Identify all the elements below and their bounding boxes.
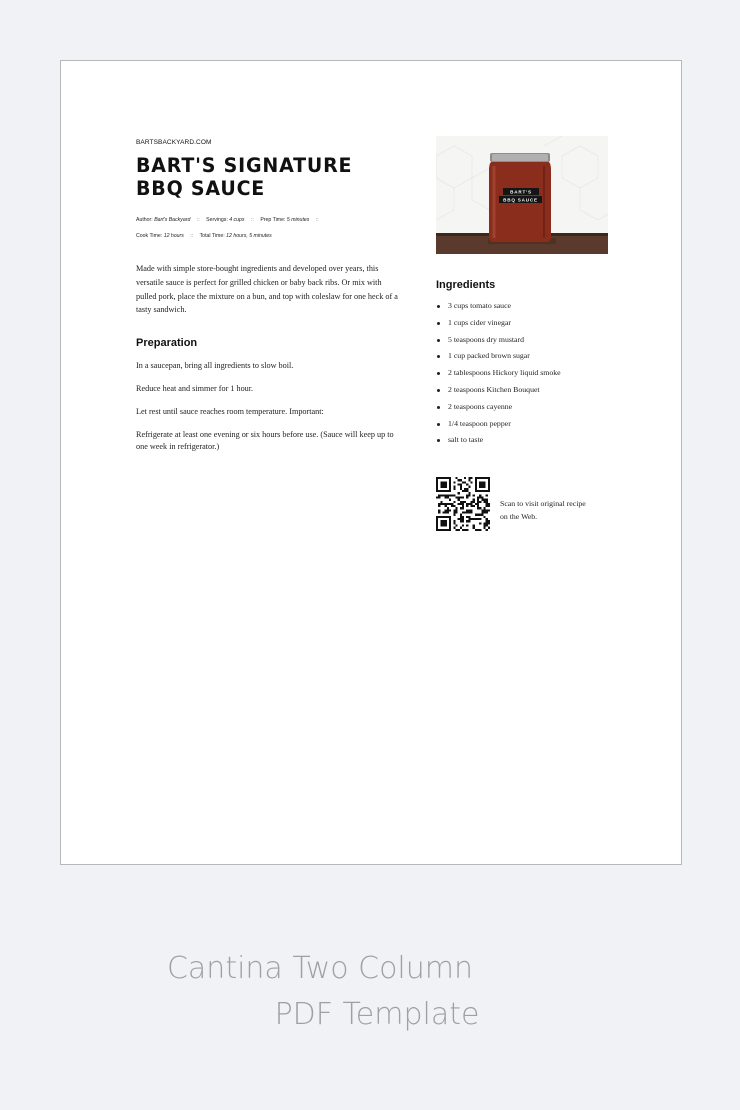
ingredient-item: 2 teaspoons Kitchen Bouquet — [436, 382, 608, 399]
right-column — [436, 136, 608, 449]
servings-value: 4 cups — [229, 217, 245, 223]
meta-line-1 — [136, 212, 398, 228]
pdf-page — [60, 60, 682, 865]
left-column — [136, 139, 398, 464]
preparation-step: Reduce heat and simmer for 1 hour. — [136, 384, 254, 394]
preparation-step: Let rest until sauce reaches room temperature. Important: — [136, 407, 324, 417]
meta-separator: :: — [196, 217, 200, 223]
ingredient-item: 2 tablespoons Hickory liquid smoke — [436, 365, 608, 382]
meta-separator: :: — [190, 233, 194, 239]
qr-code-icon — [436, 477, 490, 531]
ingredient-item: salt to taste — [436, 432, 608, 449]
recipe-photo — [436, 136, 608, 254]
prep-time-value: 5 minutes — [286, 217, 310, 223]
author-label: Author: — [136, 217, 153, 223]
prep-time-label: Prep Time: — [260, 217, 286, 223]
author-value: Bart's Backyard — [154, 217, 191, 223]
qr-section — [436, 477, 636, 533]
caption-line-2: PDF Template — [274, 997, 480, 1032]
ingredients-list — [436, 298, 608, 449]
recipe-title: BART'S SIGNATURE BBQ SAUCE — [136, 154, 353, 201]
preparation-heading: Preparation — [136, 337, 198, 350]
total-time-label: Total Time: — [199, 233, 225, 239]
ingredient-item: 2 teaspoons cayenne — [436, 399, 608, 416]
ingredient-item: 1 cup packed brown sugar — [436, 348, 608, 365]
preparation-step: In a saucepan, bring all ingredients to slow boil. — [136, 361, 294, 371]
ingredient-item: 1 cups cider vinegar — [436, 315, 608, 332]
photo-label-line-1: BART'S — [510, 189, 532, 195]
site-name: BARTSBACKYARD.COM — [136, 139, 212, 146]
total-time-value: 12 hours, 5 minutes — [226, 233, 272, 239]
cook-time-label: Cook Time: — [136, 233, 163, 239]
meta-separator: :: — [250, 217, 254, 223]
servings-label: Servings: — [206, 217, 228, 223]
caption-line-1: Cantina Two Column — [166, 951, 474, 986]
recipe-description: Made with simple store-bought ingredients and developed over years, this versatile sauce is perfect for grilled chicken or baby back ribs. Or mix with pulled pork, place the mixture on a bun, and top with coleslaw for one heck of a tasty sandwich. — [136, 264, 398, 315]
photo-label-line-2: BBQ SAUCE — [503, 197, 538, 203]
recipe-meta — [136, 212, 398, 244]
meta-separator: :: — [315, 217, 319, 223]
preparation-step: Refrigerate at least one evening or six hours before use. (Sauce will keep up to one week in refrigerator.) — [136, 430, 394, 452]
cook-time-value: 12 hours — [163, 233, 184, 239]
template-caption — [0, 946, 740, 1038]
ingredient-item: 1/4 teaspoon pepper — [436, 416, 608, 433]
meta-line-2 — [136, 228, 398, 244]
qr-caption: Scan to visit original recipe on the Web. — [500, 499, 586, 521]
ingredient-item: 3 cups tomato sauce — [436, 298, 608, 315]
ingredients-heading: Ingredients — [436, 279, 496, 291]
ingredient-item: 5 teaspoons dry mustard — [436, 332, 608, 349]
